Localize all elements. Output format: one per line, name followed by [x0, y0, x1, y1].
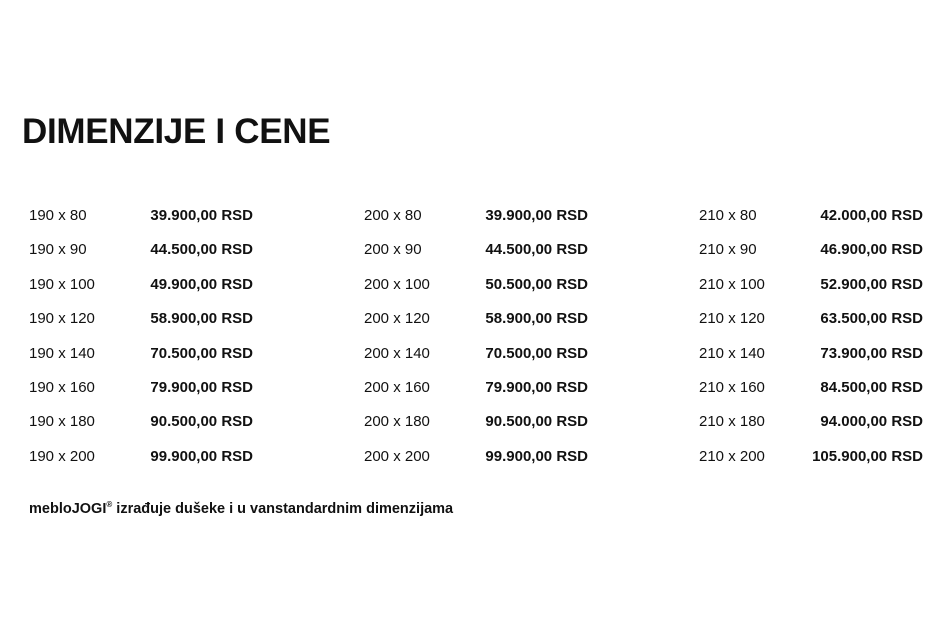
dimension-label: 200 x 80 — [364, 207, 422, 224]
dimension-label: 200 x 160 — [364, 378, 430, 396]
price-row — [364, 371, 588, 405]
dimension-label: 190 x 180 — [29, 413, 95, 431]
dimension-label: 190 x 90 — [29, 241, 87, 259]
dimension-label: 210 x 140 — [699, 344, 765, 362]
price-row — [364, 302, 588, 336]
price-value: 84.500,00 RSD — [820, 378, 923, 396]
price-column-190 — [29, 199, 253, 474]
price-value: 79.900,00 RSD — [150, 378, 253, 396]
dimension-label: 210 x 160 — [699, 378, 765, 396]
price-row — [364, 337, 588, 371]
dimension-label: 210 x 100 — [699, 275, 765, 293]
price-row — [29, 302, 253, 336]
price-row — [29, 440, 253, 474]
dimension-label: 200 x 140 — [364, 344, 430, 362]
page-title: DIMENZIJE I CENE — [22, 112, 331, 151]
note-text: izrađuje dušeke i u vanstandardnim dimenzijama — [112, 500, 454, 517]
dimension-label: 190 x 200 — [29, 447, 95, 465]
dimension-label: 200 x 100 — [364, 275, 430, 293]
price-value: 63.500,00 RSD — [820, 310, 923, 328]
price-row — [29, 268, 253, 302]
price-row — [699, 199, 923, 233]
price-value: 99.900,00 RSD — [150, 447, 253, 465]
price-row — [364, 405, 588, 439]
price-value: 44.500,00 RSD — [150, 241, 253, 259]
dimension-label: 200 x 120 — [364, 310, 430, 328]
dimension-label: 210 x 180 — [699, 413, 765, 431]
price-row — [29, 405, 253, 439]
dimension-label: 200 x 90 — [364, 241, 422, 259]
price-value: 90.500,00 RSD — [150, 413, 253, 431]
price-value: 44.500,00 RSD — [485, 241, 588, 259]
price-row — [699, 371, 923, 405]
dimension-label: 210 x 200 — [699, 447, 765, 465]
price-value: 42.000,00 RSD — [820, 207, 923, 224]
price-row — [364, 268, 588, 302]
price-row — [29, 199, 253, 233]
price-row — [364, 440, 588, 474]
dimension-label: 190 x 80 — [29, 207, 87, 224]
price-row — [364, 233, 588, 267]
price-value: 94.000,00 RSD — [820, 413, 923, 431]
price-value: 70.500,00 RSD — [150, 344, 253, 362]
price-value: 39.900,00 RSD — [150, 207, 253, 224]
price-row — [364, 199, 588, 233]
dimension-label: 190 x 120 — [29, 310, 95, 328]
price-row — [29, 371, 253, 405]
price-row — [29, 233, 253, 267]
price-row — [699, 440, 923, 474]
dimension-label: 210 x 80 — [699, 207, 757, 224]
price-column-210 — [699, 199, 923, 474]
dimension-label: 190 x 140 — [29, 344, 95, 362]
price-value: 50.500,00 RSD — [485, 275, 588, 293]
price-row — [699, 268, 923, 302]
price-value: 39.900,00 RSD — [485, 207, 588, 224]
dimension-label: 190 x 100 — [29, 275, 95, 293]
price-value: 52.900,00 RSD — [820, 275, 923, 293]
dimension-label: 210 x 120 — [699, 310, 765, 328]
price-row — [699, 337, 923, 371]
price-value: 46.900,00 RSD — [820, 241, 923, 259]
price-value: 99.900,00 RSD — [485, 447, 588, 465]
price-row — [699, 405, 923, 439]
price-value: 70.500,00 RSD — [485, 344, 588, 362]
dimension-label: 210 x 90 — [699, 241, 757, 259]
price-value: 58.900,00 RSD — [485, 310, 588, 328]
price-row — [699, 233, 923, 267]
dimension-label: 190 x 160 — [29, 378, 95, 396]
brand-name: mebloJOGI — [29, 500, 107, 517]
custom-size-note — [29, 495, 453, 519]
price-value: 79.900,00 RSD — [485, 378, 588, 396]
price-value: 105.900,00 RSD — [812, 447, 923, 465]
price-row — [699, 302, 923, 336]
dimension-label: 200 x 180 — [364, 413, 430, 431]
price-value: 58.900,00 RSD — [150, 310, 253, 328]
dimension-label: 200 x 200 — [364, 447, 430, 465]
price-row — [29, 337, 253, 371]
price-value: 73.900,00 RSD — [820, 344, 923, 362]
price-value: 90.500,00 RSD — [485, 413, 588, 431]
price-value: 49.900,00 RSD — [150, 275, 253, 293]
registered-mark: ® — [106, 500, 113, 509]
price-column-200 — [364, 199, 588, 474]
